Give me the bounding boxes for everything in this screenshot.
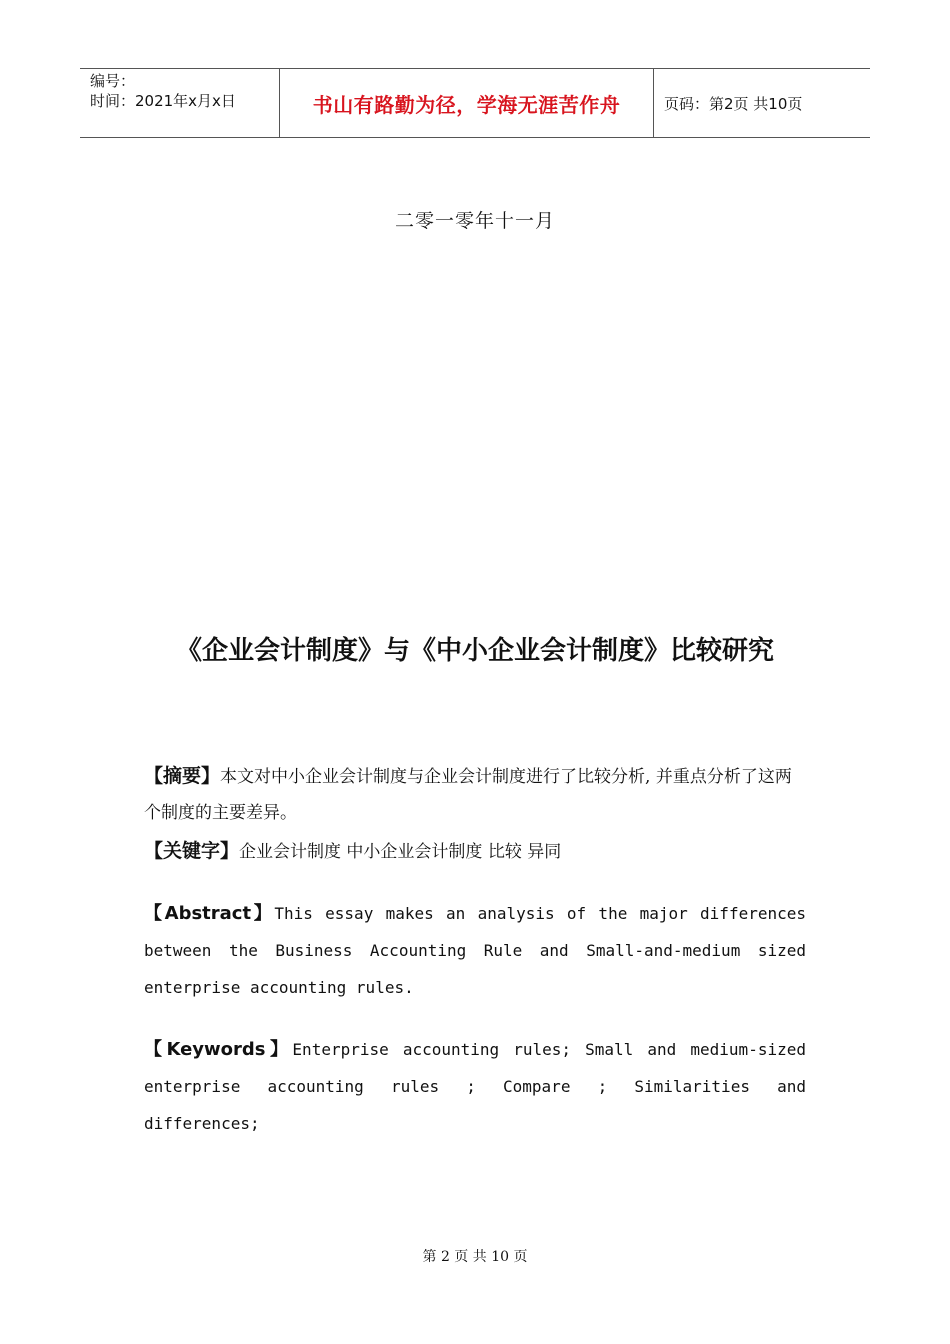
- document-title: 《企业会计制度》与《中小企业会计制度》比较研究: [175, 636, 774, 666]
- abstract-cn: [144, 758, 806, 831]
- keywords-en: [144, 1031, 806, 1142]
- abstract-en: [144, 895, 806, 1006]
- abstract-cn-text: 本文对中小企业会计制度与企业会计制度进行了比较分析, 并重点分析了这两个制度的主要差异。: [144, 767, 792, 823]
- header-motto: 书山有路勤为径，学海无涯苦作舟: [312, 92, 621, 117]
- time-label: 时间：2021年x月x日: [90, 92, 236, 110]
- abstract-en-text: This essay makes an analysis of the major differences between the Business Accounting Rule and Small-and-medium sized enterprise accounting rules.: [144, 904, 807, 997]
- keywords-cn-text: 企业会计制度 中小企业会计制度 比较 异同: [239, 842, 562, 862]
- keywords-cn-label: 【关键字】: [144, 840, 240, 862]
- header-motto-cell: [280, 69, 654, 137]
- keywords-cn: [144, 833, 806, 870]
- date-line: 二零一零年十一月: [394, 210, 555, 232]
- abstract-cn-label: 【摘要】: [144, 765, 221, 787]
- header-meta: [80, 69, 280, 137]
- abstract-en-label: 【Abstract】: [144, 903, 275, 924]
- header-page-info: 页码：第2页 共10页: [664, 94, 803, 113]
- code-label: 编号：: [90, 72, 136, 90]
- keywords-en-text: Enterprise accounting rules; Small and medium-sized enterprise accounting rules ; Compare ; Similarities and differences;: [144, 1040, 806, 1133]
- page-footer: 第 2 页 共 10 页: [422, 1249, 528, 1265]
- keywords-en-label: 【Keywords】: [144, 1039, 293, 1060]
- page-header: [80, 68, 870, 138]
